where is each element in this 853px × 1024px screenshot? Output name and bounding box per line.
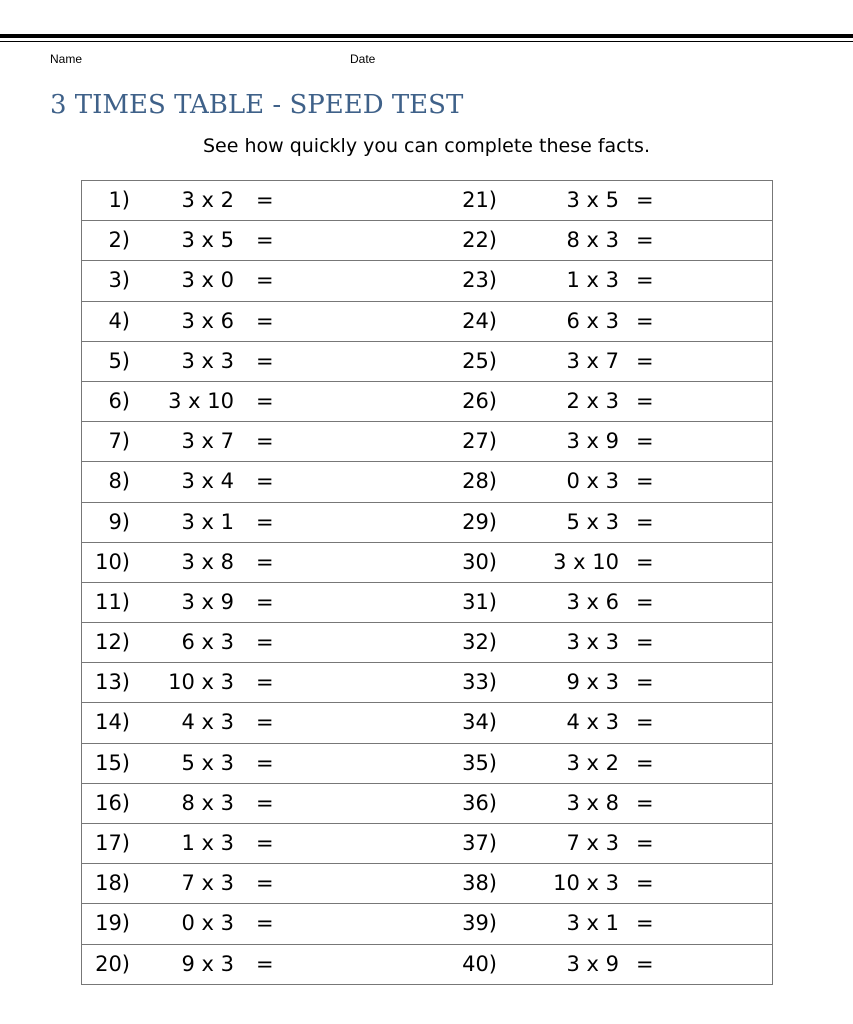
question-number: 24): [462, 308, 497, 333]
question-number: 9): [108, 509, 130, 534]
question-fact: 3 x 5: [566, 188, 619, 212]
equals-sign: =: [256, 469, 274, 494]
equals-sign: =: [636, 630, 654, 655]
question-number: 18): [95, 871, 130, 896]
question-fact: 3 x 7: [566, 348, 619, 373]
question-fact: 3 x 8: [566, 790, 619, 815]
question-number: 8): [108, 469, 130, 494]
page-subtitle: [0, 135, 853, 157]
question-number: 4): [108, 308, 130, 333]
equals-sign: =: [636, 228, 654, 253]
table-row: [82, 181, 772, 221]
question-number: 34): [462, 710, 497, 735]
equals-sign: =: [256, 710, 274, 735]
equals-sign: =: [636, 670, 654, 695]
question-number: 16): [95, 790, 130, 815]
question-fact: 0 x 3: [181, 911, 234, 936]
question-number: 3): [108, 268, 130, 293]
question-number: 26): [462, 388, 497, 413]
question-fact: 3 x 4: [181, 469, 234, 494]
equals-sign: =: [636, 188, 654, 212]
equals-sign: =: [636, 951, 654, 976]
table-row: [82, 503, 772, 543]
question-number: 36): [462, 790, 497, 815]
table-row: [82, 261, 772, 301]
question-number: 23): [462, 268, 497, 293]
equals-sign: =: [256, 268, 274, 293]
question-number: 10): [95, 549, 130, 574]
question-number: 13): [95, 670, 130, 695]
question-fact: 1 x 3: [566, 268, 619, 293]
equals-sign: =: [256, 951, 274, 976]
question-number: 37): [462, 831, 497, 855]
equals-sign: =: [256, 308, 274, 333]
question-number: 14): [95, 710, 130, 735]
table-row: [82, 623, 772, 663]
table-row: [82, 703, 772, 743]
question-fact: 3 x 2: [181, 188, 234, 212]
question-fact: 6 x 3: [566, 308, 619, 333]
table-row: [82, 422, 772, 462]
question-number: 38): [462, 871, 497, 896]
table-row: [82, 583, 772, 623]
top-rule-thin: [0, 41, 853, 42]
equals-sign: =: [636, 549, 654, 574]
question-fact: 3 x 7: [181, 429, 234, 454]
table-row: [82, 824, 772, 864]
equals-sign: =: [636, 308, 654, 333]
equals-sign: =: [256, 911, 274, 936]
question-number: 12): [95, 630, 130, 655]
question-fact: 3 x 9: [566, 429, 619, 454]
table-row: [82, 784, 772, 824]
question-fact: 7 x 3: [566, 831, 619, 855]
question-fact: 3 x 5: [181, 228, 234, 253]
question-fact: 3 x 6: [181, 308, 234, 333]
table-row: [82, 382, 772, 422]
question-fact: 8 x 3: [566, 228, 619, 253]
equals-sign: =: [636, 750, 654, 775]
top-rule-thick: [0, 34, 853, 38]
question-fact: 9 x 3: [566, 670, 619, 695]
name-label: Name: [50, 52, 83, 66]
question-fact: 6 x 3: [181, 630, 234, 655]
question-fact: 10 x 3: [553, 871, 619, 896]
question-number: 7): [108, 429, 130, 454]
question-number: 40): [462, 951, 497, 976]
table-row: [82, 945, 772, 985]
equals-sign: =: [256, 228, 274, 253]
question-fact: 8 x 3: [181, 790, 234, 815]
question-fact: 3 x 10: [168, 388, 234, 413]
equals-sign: =: [256, 871, 274, 896]
equals-sign: =: [256, 630, 274, 655]
equals-sign: =: [636, 348, 654, 373]
date-label: Date: [350, 52, 376, 66]
question-number: 22): [462, 228, 497, 253]
table-row: [82, 864, 772, 904]
page-title: 3 TIMES TABLE - SPEED TEST: [50, 90, 464, 120]
equals-sign: =: [636, 790, 654, 815]
question-fact: 5 x 3: [181, 750, 234, 775]
equals-sign: =: [256, 670, 274, 695]
question-fact: 1 x 3: [181, 831, 234, 855]
equals-sign: =: [256, 750, 274, 775]
question-number: 35): [462, 750, 497, 775]
equals-sign: =: [636, 710, 654, 735]
equals-sign: =: [256, 831, 274, 855]
equals-sign: =: [636, 589, 654, 614]
question-number: 11): [95, 589, 130, 614]
table-row: [82, 744, 772, 784]
question-fact: 5 x 3: [566, 509, 619, 534]
table-row: [82, 342, 772, 382]
question-fact: 3 x 3: [181, 348, 234, 373]
question-number: 6): [108, 388, 130, 413]
question-number: 19): [95, 911, 130, 936]
equals-sign: =: [256, 509, 274, 534]
equals-sign: =: [256, 388, 274, 413]
question-fact: 4 x 3: [566, 710, 619, 735]
question-number: 32): [462, 630, 497, 655]
question-number: 39): [462, 911, 497, 936]
equals-sign: =: [636, 268, 654, 293]
question-fact: 9 x 3: [181, 951, 234, 976]
question-number: 2): [108, 228, 130, 253]
equals-sign: =: [636, 388, 654, 413]
question-number: 1): [108, 188, 130, 212]
question-fact: 3 x 10: [553, 549, 619, 574]
question-fact: 3 x 1: [566, 911, 619, 936]
question-number: 28): [462, 469, 497, 494]
question-number: 31): [462, 589, 497, 614]
question-fact: 3 x 9: [181, 589, 234, 614]
question-number: 27): [462, 429, 497, 454]
equals-sign: =: [256, 429, 274, 454]
table-row: [82, 543, 772, 583]
question-number: 15): [95, 750, 130, 775]
question-fact: 3 x 8: [181, 549, 234, 574]
question-number: 33): [462, 670, 497, 695]
table-row: [82, 221, 772, 261]
table-row: [82, 663, 772, 703]
equals-sign: =: [256, 549, 274, 574]
question-fact: 3 x 9: [566, 951, 619, 976]
question-fact: 3 x 1: [181, 509, 234, 534]
question-fact: 10 x 3: [168, 670, 234, 695]
question-number: 17): [95, 831, 130, 855]
equals-sign: =: [636, 509, 654, 534]
question-fact: 3 x 3: [566, 630, 619, 655]
question-number: 20): [95, 951, 130, 976]
equals-sign: =: [256, 790, 274, 815]
equals-sign: =: [636, 871, 654, 896]
question-fact: 3 x 2: [566, 750, 619, 775]
equals-sign: =: [256, 348, 274, 373]
question-number: 5): [108, 348, 130, 373]
equals-sign: =: [256, 188, 274, 212]
question-fact: 7 x 3: [181, 871, 234, 896]
question-number: 21): [462, 188, 497, 212]
equals-sign: =: [636, 469, 654, 494]
equals-sign: =: [256, 589, 274, 614]
table-row: [82, 462, 772, 502]
equals-sign: =: [636, 831, 654, 855]
question-number: 25): [462, 348, 497, 373]
question-fact: 2 x 3: [566, 388, 619, 413]
question-number: 30): [462, 549, 497, 574]
facts-table: [81, 180, 773, 985]
equals-sign: =: [636, 429, 654, 454]
subtitle-text: See how quickly you can complete these facts.: [202, 135, 650, 157]
question-number: 29): [462, 509, 497, 534]
question-fact: 0 x 3: [566, 469, 619, 494]
table-row: [82, 904, 772, 944]
question-fact: 3 x 6: [566, 589, 619, 614]
equals-sign: =: [636, 911, 654, 936]
table-row: [82, 302, 772, 342]
question-fact: 4 x 3: [181, 710, 234, 735]
question-fact: 3 x 0: [181, 268, 234, 293]
